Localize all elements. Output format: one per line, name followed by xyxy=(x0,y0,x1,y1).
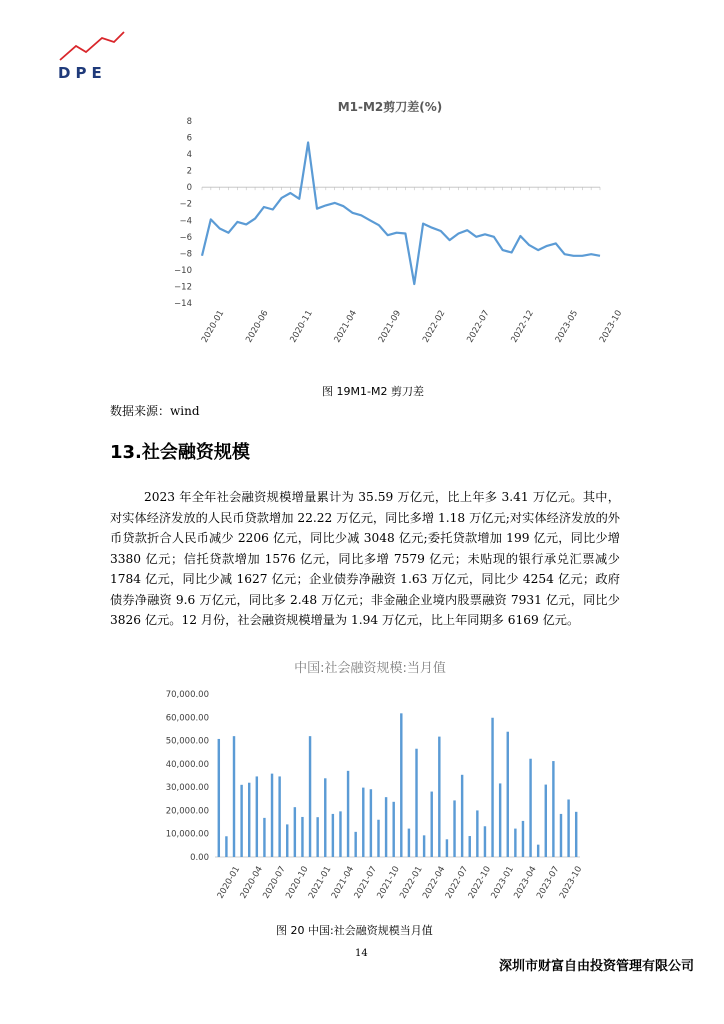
chart2-ytick: 60,000.00 xyxy=(165,713,209,724)
chart2-bar xyxy=(294,807,296,857)
chart2-bar xyxy=(560,814,562,857)
chart2-xtick: 2021-04 xyxy=(329,864,357,901)
chart1-ytick: 8 xyxy=(186,117,192,127)
chart2-bar xyxy=(392,802,394,857)
chart2-bar xyxy=(423,835,425,857)
data-source: 数据来源：wind xyxy=(110,404,200,418)
body-paragraph xyxy=(110,487,620,631)
chart2-xtick: 2020-01 xyxy=(215,864,243,901)
chart2-bar xyxy=(225,836,227,857)
chart2-bar xyxy=(400,713,402,857)
chart2-ytick: 70,000.00 xyxy=(165,690,209,700)
chart2-xtick: 2021-01 xyxy=(306,864,334,901)
chart1-series-line xyxy=(202,143,600,285)
chart2-bar xyxy=(575,812,577,857)
chart2-bar xyxy=(278,776,280,857)
chart1-ytick: 2 xyxy=(186,166,192,177)
page-number: 14 xyxy=(355,948,368,959)
chart2-bar xyxy=(385,797,387,857)
chart2-xtick: 2023-04 xyxy=(512,864,539,901)
chart2-ytick: 10,000.00 xyxy=(165,829,209,840)
chart1-xtick: 2023-10 xyxy=(597,308,625,345)
chart2-xtick: 2021-10 xyxy=(375,864,402,901)
chart2-ytick: 30,000.00 xyxy=(165,783,209,794)
chart2-bar xyxy=(552,761,554,857)
chart1-ytick: −4 xyxy=(179,216,192,227)
chart2-bar xyxy=(438,737,440,857)
chart2-ytick: 0.00 xyxy=(190,853,209,863)
chart2-bar xyxy=(286,824,288,857)
company-name: 深圳市财富自由投资管理有限公司 xyxy=(498,959,694,974)
chart1-ytick: 0 xyxy=(186,183,192,194)
chart1-xtick: 2021-04 xyxy=(332,308,360,345)
chart2-bar xyxy=(233,736,235,857)
chart2-bar xyxy=(491,718,493,857)
chart2-xtick: 2022-10 xyxy=(466,864,494,901)
chart1-ytick: 4 xyxy=(186,150,192,161)
chart1-xtick: 2022-12 xyxy=(509,308,536,345)
chart2-bar xyxy=(324,778,326,857)
chart2-bar xyxy=(522,821,524,857)
chart2-xtick: 2022-01 xyxy=(398,864,425,901)
chart2-title: 中国:社会融资规模:当月值 xyxy=(294,661,446,676)
chart2-bar xyxy=(408,829,410,857)
chart2-bar xyxy=(347,771,349,857)
chart2-bar xyxy=(529,759,531,857)
chart2-bar xyxy=(567,799,569,857)
chart2-bar xyxy=(377,820,379,857)
chart2-xtick: 2023-07 xyxy=(535,864,562,901)
chart2-bar xyxy=(316,817,318,857)
chart2-xtick: 2023-01 xyxy=(489,864,516,901)
chart2-xtick: 2020-10 xyxy=(284,864,311,901)
chart1-ytick: −6 xyxy=(179,232,192,243)
chart2-bar xyxy=(263,818,265,857)
chart1-xtick: 2022-02 xyxy=(421,308,448,345)
chart2-ytick: 20,000.00 xyxy=(165,806,209,817)
chart1-ytick: −12 xyxy=(174,282,192,293)
chart2-bar xyxy=(499,783,501,857)
chart2-ytick: 50,000.00 xyxy=(165,736,209,747)
chart2-bar xyxy=(271,774,273,857)
chart1-ytick: −8 xyxy=(179,249,192,260)
chart1-ytick: −14 xyxy=(174,299,192,309)
chart2-bar xyxy=(446,839,448,857)
chart2-bar xyxy=(309,736,311,857)
logo-text: DPE xyxy=(58,64,107,82)
chart2-bar xyxy=(362,788,364,857)
chart2-bar xyxy=(248,783,250,857)
chart2-bar xyxy=(514,829,516,857)
chart2-bar xyxy=(537,845,539,857)
chart2-bar xyxy=(339,811,341,857)
chart1-xtick: 2020-01 xyxy=(199,308,227,345)
chart1-ytick: 6 xyxy=(186,133,192,144)
chart2-bar xyxy=(301,817,303,857)
chart2-xtick: 2022-07 xyxy=(443,864,471,901)
chart2-bar xyxy=(256,776,258,857)
chart1-xtick: 2021-09 xyxy=(376,308,404,345)
chart1-xtick: 2023-05 xyxy=(553,308,581,345)
figure20-caption: 图 20 中国:社会融资规模当月值 xyxy=(276,924,433,937)
chart1-ytick: −10 xyxy=(174,265,192,276)
chart2-bar xyxy=(545,785,547,857)
chart1-ytick: −2 xyxy=(179,199,192,210)
chart1-xtick: 2020-11 xyxy=(288,308,315,345)
chart2-xtick: 2022-04 xyxy=(421,864,448,901)
chart2-xtick: 2023-10 xyxy=(557,864,585,901)
chart2-xtick: 2021-07 xyxy=(352,864,380,901)
figure19-caption: 图 19M1-M2 剪刀差 xyxy=(322,385,424,398)
chart1-xtick: 2020-06 xyxy=(244,308,271,345)
chart2-bar xyxy=(476,810,478,857)
chart2-bar xyxy=(484,826,486,857)
chart2-bar xyxy=(461,775,463,857)
chart2-bar xyxy=(469,836,471,857)
logo-trend-icon xyxy=(58,30,128,64)
m1-m2-line-chart xyxy=(160,95,625,370)
chart2-xtick: 2020-04 xyxy=(238,864,265,901)
chart2-bar xyxy=(354,832,356,857)
chart2-bar xyxy=(370,789,372,857)
chart1-title: M1-M2剪刀差(%) xyxy=(337,100,443,114)
chart2-ytick: 40,000.00 xyxy=(165,759,209,770)
social-financing-bar-chart xyxy=(160,652,600,914)
chart2-bar xyxy=(218,739,220,857)
chart2-bar xyxy=(415,749,417,857)
paragraph-text: 2023 年全年社会融资规模增量累计为 35.59 万亿元，比上年多 3.41 万亿元。其中，对实体经济发放的人民币贷款增加 22.22 万亿元，同比多增 1.18 万亿元;对实体经济发放的外币贷款折合人民币减少 2206 亿元，同比少减 3048 亿元;委托贷款增加 199 亿元，同比少增 3380 亿元；信托贷款增加 1576 亿元，同比多增 7579 亿元；未贴现的银行承兑汇票减少 1784 亿元，同比少减 1627 亿元；企业债券净融资 1.63 万亿元，同比少 4254 亿元；政府债券净融资 9.6 万亿元，同比多 2.48 万亿元；非金融企业境内股票融资 7931 亿元，同比少 3826 亿元。12 月份，社会融资规模增量为 1.94 万亿元，比上年同期多 6169 亿元。 xyxy=(110,490,620,627)
chart2-xtick: 2020-07 xyxy=(261,864,288,901)
company-logo xyxy=(58,30,128,82)
chart2-bar xyxy=(431,792,433,857)
chart2-bar xyxy=(240,785,242,857)
chart2-bar xyxy=(332,814,334,857)
chart2-bar xyxy=(453,800,455,857)
chart2-bar xyxy=(507,732,509,857)
chart1-xtick: 2022-07 xyxy=(465,308,492,345)
section-heading: 13.社会融资规模 xyxy=(110,442,250,463)
